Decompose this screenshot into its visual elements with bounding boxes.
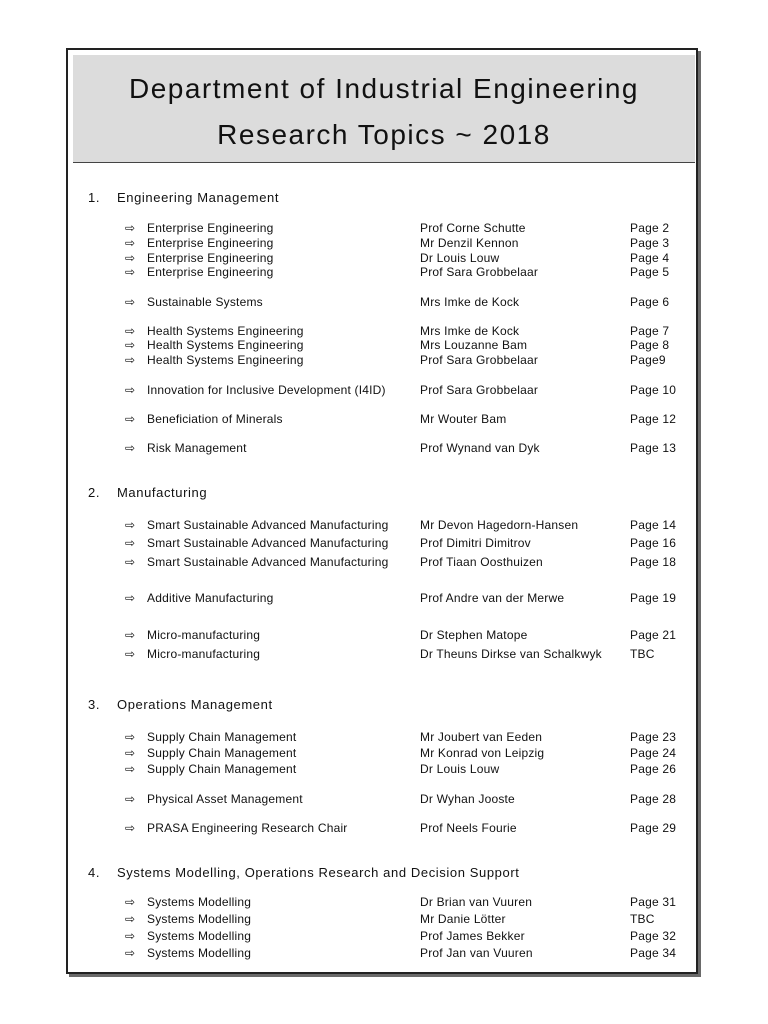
arrow-bullet-icon: ⇨ — [125, 628, 136, 642]
arrow-bullet-icon: ⇨ — [125, 746, 136, 760]
research-topic: Systems Modelling — [147, 929, 252, 943]
section-number: 1. — [88, 190, 101, 205]
section-title: Engineering Management — [117, 190, 280, 205]
arrow-bullet-icon: ⇨ — [125, 412, 136, 426]
supervisor-name: Mrs Louzanne Bam — [420, 338, 528, 352]
section-number: 4. — [88, 865, 101, 880]
page-reference: Page 23 — [630, 730, 677, 744]
section-title: Manufacturing — [117, 485, 208, 500]
arrow-bullet-icon: ⇨ — [125, 441, 136, 455]
document-frame — [66, 48, 698, 974]
arrow-bullet-icon: ⇨ — [125, 236, 136, 250]
section-title: Systems Modelling, Operations Research and Decision Support — [117, 865, 520, 880]
page-reference: Page 28 — [630, 792, 677, 806]
arrow-bullet-icon: ⇨ — [125, 762, 136, 776]
research-topic: Systems Modelling — [147, 912, 252, 926]
supervisor-name: Dr Brian van Vuuren — [420, 895, 533, 909]
research-topic: PRASA Engineering Research Chair — [147, 821, 348, 835]
page-reference: Page9 — [630, 353, 666, 367]
section-number: 3. — [88, 697, 101, 712]
supervisor-name: Mr Joubert van Eeden — [420, 730, 543, 744]
page-reference: Page 8 — [630, 338, 670, 352]
page-reference: Page 14 — [630, 518, 677, 532]
research-topic: Smart Sustainable Advanced Manufacturing — [147, 555, 389, 569]
research-topic: Systems Modelling — [147, 895, 252, 909]
arrow-bullet-icon: ⇨ — [125, 383, 136, 397]
section-number: 2. — [88, 485, 101, 500]
page-reference: Page 12 — [630, 412, 677, 426]
arrow-bullet-icon: ⇨ — [125, 353, 136, 367]
research-topic: Health Systems Engineering — [147, 338, 304, 352]
supervisor-name: Dr Louis Louw — [420, 762, 500, 776]
arrow-bullet-icon: ⇨ — [125, 647, 136, 661]
supervisor-name: Prof James Bekker — [420, 929, 525, 943]
supervisor-name: Mrs Imke de Kock — [420, 295, 520, 309]
page-reference: Page 31 — [630, 895, 677, 909]
supervisor-name: Prof Wynand van Dyk — [420, 441, 540, 455]
arrow-bullet-icon: ⇨ — [125, 895, 136, 909]
research-topic: Sustainable Systems — [147, 295, 263, 309]
arrow-bullet-icon: ⇨ — [125, 555, 136, 569]
supervisor-name: Mr Denzil Kennon — [420, 236, 519, 250]
arrow-bullet-icon: ⇨ — [125, 912, 136, 926]
supervisor-name: Mr Wouter Bam — [420, 412, 507, 426]
research-topic: Enterprise Engineering — [147, 265, 274, 279]
supervisor-name: Prof Tiaan Oosthuizen — [420, 555, 543, 569]
supervisor-name: Prof Jan van Vuuren — [420, 946, 533, 960]
arrow-bullet-icon: ⇨ — [125, 265, 136, 279]
research-topic: Smart Sustainable Advanced Manufacturing — [147, 518, 389, 532]
supervisor-name: Dr Stephen Matope — [420, 628, 528, 642]
arrow-bullet-icon: ⇨ — [125, 251, 136, 265]
research-topic: Supply Chain Management — [147, 730, 297, 744]
page-reference: Page 26 — [630, 762, 677, 776]
page-reference: Page 7 — [630, 324, 670, 338]
page-reference: Page 19 — [630, 591, 677, 605]
page-reference: Page 6 — [630, 295, 670, 309]
page-reference: Page 18 — [630, 555, 677, 569]
supervisor-name: Dr Louis Louw — [420, 251, 500, 265]
supervisor-name: Prof Sara Grobbelaar — [420, 353, 539, 367]
arrow-bullet-icon: ⇨ — [125, 324, 136, 338]
research-topic: Micro-manufacturing — [147, 647, 261, 661]
supervisor-name: Prof Corne Schutte — [420, 221, 526, 235]
supervisor-name: Mr Devon Hagedorn-Hansen — [420, 518, 579, 532]
research-topic: Physical Asset Management — [147, 792, 303, 806]
document-title: Department of Industrial Engineering — [128, 73, 640, 104]
supervisor-name: Mr Konrad von Leipzig — [420, 746, 545, 760]
page-reference: Page 5 — [630, 265, 670, 279]
document-subtitle: Research Topics ~ 2018 — [217, 119, 551, 150]
research-topic: Additive Manufacturing — [147, 591, 274, 605]
page-reference: Page 10 — [630, 383, 677, 397]
research-topic: Supply Chain Management — [147, 746, 297, 760]
page-reference: Page 32 — [630, 929, 677, 943]
page-reference: Page 2 — [630, 221, 670, 235]
arrow-bullet-icon: ⇨ — [125, 792, 136, 806]
arrow-bullet-icon: ⇨ — [125, 591, 136, 605]
research-topic: Enterprise Engineering — [147, 251, 274, 265]
arrow-bullet-icon: ⇨ — [125, 946, 136, 960]
research-topic: Systems Modelling — [147, 946, 252, 960]
arrow-bullet-icon: ⇨ — [125, 536, 136, 550]
page-reference: TBC — [630, 912, 655, 926]
arrow-bullet-icon: ⇨ — [125, 929, 136, 943]
supervisor-name: Mrs Imke de Kock — [420, 324, 520, 338]
supervisor-name: Prof Sara Grobbelaar — [420, 383, 539, 397]
supervisor-name: Mr Danie Lötter — [420, 912, 506, 926]
supervisor-name: Dr Wyhan Jooste — [420, 792, 515, 806]
arrow-bullet-icon: ⇨ — [125, 518, 136, 532]
supervisor-name: Prof Neels Fourie — [420, 821, 517, 835]
page-reference: Page 34 — [630, 946, 677, 960]
topics-list — [68, 50, 696, 972]
supervisor-name: Prof Dimitri Dimitrov — [420, 536, 531, 550]
arrow-bullet-icon: ⇨ — [125, 338, 136, 352]
page-reference: Page 13 — [630, 441, 677, 455]
research-topic: Risk Management — [147, 441, 247, 455]
page-reference: TBC — [630, 647, 655, 661]
research-topic: Smart Sustainable Advanced Manufacturing — [147, 536, 389, 550]
supervisor-name: Dr Theuns Dirkse van Schalkwyk — [420, 647, 602, 661]
arrow-bullet-icon: ⇨ — [125, 730, 136, 744]
page-reference: Page 4 — [630, 251, 670, 265]
research-topic: Micro-manufacturing — [147, 628, 261, 642]
research-topic: Enterprise Engineering — [147, 236, 274, 250]
supervisor-name: Prof Sara Grobbelaar — [420, 265, 539, 279]
page-reference: Page 21 — [630, 628, 677, 642]
research-topic: Enterprise Engineering — [147, 221, 274, 235]
arrow-bullet-icon: ⇨ — [125, 295, 136, 309]
research-topic: Beneficiation of Minerals — [147, 412, 283, 426]
supervisor-name: Prof Andre van der Merwe — [420, 591, 565, 605]
research-topic: Supply Chain Management — [147, 762, 297, 776]
section-title: Operations Management — [117, 697, 273, 712]
research-topic: Health Systems Engineering — [147, 353, 304, 367]
page-reference: Page 24 — [630, 746, 677, 760]
page-reference: Page 3 — [630, 236, 670, 250]
research-topic: Health Systems Engineering — [147, 324, 304, 338]
arrow-bullet-icon: ⇨ — [125, 821, 136, 835]
page-reference: Page 16 — [630, 536, 677, 550]
page-reference: Page 29 — [630, 821, 677, 835]
research-topic: Innovation for Inclusive Development (I4ID) — [147, 383, 386, 397]
arrow-bullet-icon: ⇨ — [125, 221, 136, 235]
